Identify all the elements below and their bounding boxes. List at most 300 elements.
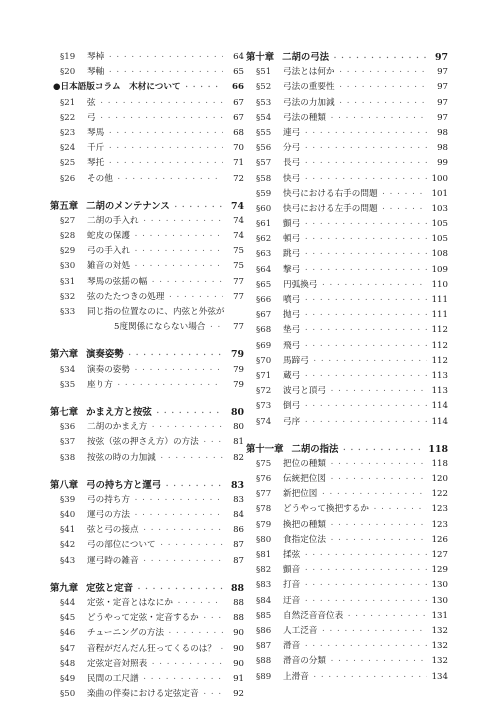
section-entry[interactable] <box>246 487 448 502</box>
page-number: 66 <box>232 82 244 93</box>
section-entry[interactable] <box>246 369 448 384</box>
section-number: §74 <box>256 416 272 427</box>
section-number: §35 <box>60 379 76 390</box>
section-number: §48 <box>60 658 76 669</box>
dot-leader <box>320 278 427 293</box>
section-entry[interactable] <box>246 172 448 187</box>
section-number: §26 <box>60 173 76 184</box>
section-title: 琴軸 <box>87 67 105 78</box>
dot-leader <box>312 354 427 369</box>
page-number: 118 <box>431 458 448 469</box>
section-number: §25 <box>60 158 76 169</box>
dot-leader <box>159 451 223 466</box>
dot-leader <box>202 611 223 626</box>
dot-leader <box>329 533 427 548</box>
page-number: 97 <box>437 112 448 123</box>
section-entry[interactable] <box>246 384 448 399</box>
section-title: どうやって換把するか <box>283 504 369 515</box>
page-number: 134 <box>431 671 448 682</box>
section-entry[interactable] <box>246 293 448 308</box>
section-entry[interactable] <box>246 232 448 247</box>
page-number: 131 <box>431 610 448 621</box>
section-title: 滑音の分類 <box>283 656 326 667</box>
page-number: 103 <box>431 203 448 214</box>
chapter-entry[interactable] <box>50 347 244 362</box>
page-number: 97 <box>437 67 448 78</box>
column-entry[interactable] <box>50 80 244 95</box>
toc-left-column <box>50 50 244 702</box>
page-number: 84 <box>233 510 244 521</box>
chapter-title: 二胡の弓法 <box>282 52 330 63</box>
section-entry[interactable] <box>50 596 244 611</box>
section-number: §61 <box>256 219 272 230</box>
page-number: 113 <box>431 386 448 397</box>
dot-leader <box>136 582 223 597</box>
page-number: 132 <box>431 656 448 667</box>
section-title: 顫弓 <box>283 219 301 230</box>
section-title: 換把の種類 <box>283 519 326 530</box>
section-number: §81 <box>256 550 272 560</box>
section-entry[interactable] <box>246 187 448 202</box>
section-title: 弓 <box>87 112 96 123</box>
section-number: §68 <box>256 325 272 336</box>
section-title: 弓法とは何か <box>283 67 335 78</box>
dot-leader <box>107 141 223 156</box>
section-number: §43 <box>60 555 76 566</box>
section-entry[interactable] <box>246 518 448 533</box>
dot-leader <box>303 156 427 171</box>
section-number: §31 <box>60 276 76 287</box>
dot-leader <box>338 96 427 111</box>
section-number: §70 <box>256 355 272 366</box>
section-number: §79 <box>256 519 272 530</box>
section-title: 快弓における右手の問題 <box>283 188 378 199</box>
section-number: §46 <box>60 628 76 639</box>
section-title: 自然泛音音位表 <box>283 610 344 621</box>
page-number: 132 <box>431 641 448 652</box>
section-number: §63 <box>256 249 272 260</box>
section-entry[interactable] <box>50 687 244 702</box>
section-entry[interactable] <box>246 609 448 624</box>
section-entry[interactable] <box>246 141 448 156</box>
dot-leader <box>133 244 223 259</box>
section-entry[interactable] <box>246 594 448 609</box>
page-number: 112 <box>431 325 448 336</box>
section-entry[interactable] <box>50 141 244 156</box>
section-title: どうやって定弦・定音するか <box>87 613 199 624</box>
page-number: 98 <box>437 143 448 154</box>
section-entry[interactable] <box>246 96 448 111</box>
section-entry[interactable] <box>246 563 448 578</box>
section-title: 人工泛音 <box>283 625 318 636</box>
section-title: 快弓 <box>283 173 301 184</box>
section-title: 噴弓 <box>283 295 301 305</box>
section-number: §51 <box>256 67 272 78</box>
chapter-entry[interactable] <box>50 478 244 493</box>
dot-leader <box>150 275 223 290</box>
section-title: 跳弓 <box>283 249 301 260</box>
section-entry[interactable] <box>50 305 244 320</box>
section-title: 弓法の種類 <box>283 112 326 123</box>
page-number: 79 <box>230 349 244 361</box>
chapter-entry[interactable] <box>246 50 448 65</box>
section-entry[interactable] <box>246 624 448 639</box>
page-number: 90 <box>233 628 244 639</box>
section-entry[interactable] <box>246 278 448 293</box>
page-number: 109 <box>431 264 448 275</box>
dot-leader <box>329 457 427 472</box>
section-title: 伝統把位図 <box>283 474 326 485</box>
page-number: 79 <box>233 379 244 390</box>
section-number: §71 <box>256 370 272 381</box>
section-number: §60 <box>256 203 272 214</box>
section-entry[interactable] <box>50 642 244 657</box>
page-number: 114 <box>431 401 448 412</box>
page-number: 67 <box>233 97 244 108</box>
page-number: 90 <box>233 658 244 669</box>
section-entry[interactable] <box>246 247 448 262</box>
section-title: 二胡の手入れ <box>87 215 139 226</box>
section-entry[interactable] <box>246 502 448 517</box>
page-number: 88 <box>230 582 244 594</box>
section-title: 雑音の対処 <box>87 261 130 272</box>
chapter-entry[interactable] <box>50 199 244 214</box>
page-number: 86 <box>233 525 244 536</box>
dot-leader <box>372 502 427 517</box>
section-title: 同じ指の位置なのに、内弦と外弦が <box>87 307 225 317</box>
page-number: 80 <box>233 422 244 433</box>
page-number: 99 <box>437 158 448 169</box>
section-entry[interactable] <box>246 639 448 654</box>
section-number: §42 <box>60 540 76 551</box>
section-number: §38 <box>60 452 76 463</box>
section-entry[interactable] <box>50 214 244 229</box>
section-title: 5度関係にならない場合 <box>114 322 206 333</box>
section-entry[interactable] <box>246 339 448 354</box>
section-entry[interactable] <box>50 611 244 626</box>
dot-leader <box>329 384 427 399</box>
section-entry[interactable] <box>50 172 244 187</box>
section-title: 音程がだんだん狂ってくるのは？ <box>87 643 216 654</box>
section-entry[interactable] <box>50 435 244 450</box>
page-number: 132 <box>431 625 448 636</box>
dot-leader <box>303 126 427 141</box>
section-title: 弓の部位について <box>87 540 156 551</box>
section-entry[interactable] <box>50 259 244 274</box>
chapter-label: 第五章 <box>50 200 79 212</box>
section-entry[interactable] <box>246 457 448 472</box>
section-title: 倒弓 <box>283 401 301 412</box>
section-title: チューニングの方法 <box>87 628 164 639</box>
section-entry[interactable] <box>50 275 244 290</box>
section-entry[interactable] <box>50 672 244 687</box>
section-entry[interactable] <box>246 399 448 414</box>
section-title: 迂音 <box>283 595 301 606</box>
page-number: 126 <box>431 534 448 545</box>
dot-leader <box>133 363 223 378</box>
section-title: 弦 <box>87 97 96 108</box>
page-number: 74 <box>230 200 244 212</box>
dot-leader <box>127 348 223 363</box>
section-entry[interactable] <box>246 415 448 430</box>
section-number: §75 <box>256 458 272 469</box>
page-number: 97 <box>437 97 448 108</box>
dot-leader <box>303 247 427 262</box>
page-number: 83 <box>230 479 244 491</box>
section-entry[interactable] <box>246 308 448 323</box>
dot-leader <box>341 443 425 458</box>
section-entry[interactable] <box>246 80 448 95</box>
section-number: §21 <box>60 97 76 108</box>
section-title: 琴托 <box>87 158 105 169</box>
section-title: 打音 <box>283 580 301 591</box>
dot-leader <box>142 214 223 229</box>
section-title: 二胡のかまえ方 <box>87 422 148 433</box>
chapter-entry[interactable] <box>50 405 244 420</box>
section-title: 揉弦 <box>283 550 301 560</box>
dot-leader <box>202 435 223 450</box>
section-entry[interactable] <box>246 263 448 278</box>
dot-leader <box>159 538 223 553</box>
section-title: 琴馬の弦揺の幅 <box>87 276 148 287</box>
page-number: 70 <box>233 143 244 154</box>
page-number: 77 <box>233 322 244 333</box>
chapter-entry[interactable] <box>246 442 448 457</box>
page-number: 97 <box>437 82 448 93</box>
section-number: §65 <box>256 279 272 290</box>
section-gap <box>50 466 244 478</box>
dot-leader <box>338 80 427 95</box>
section-title: 楽曲の伴奏における定弦定音 <box>87 689 199 700</box>
section-title: 円弧換弓 <box>283 279 318 290</box>
page-number: 74 <box>233 215 244 226</box>
section-entry[interactable] <box>50 538 244 553</box>
section-title: 分弓 <box>283 143 301 154</box>
page-number: 77 <box>233 276 244 287</box>
section-title: 上滑音 <box>283 671 309 682</box>
section-number: §30 <box>60 261 76 272</box>
dot-leader <box>303 399 427 414</box>
section-title: 蛇皮の保護 <box>87 231 130 242</box>
page-number: 113 <box>431 370 448 381</box>
dot-leader <box>303 578 427 593</box>
section-title: 弓法の力加減 <box>283 97 335 108</box>
section-number: §58 <box>256 173 272 184</box>
chapter-label: 第八章 <box>50 479 79 491</box>
section-entry[interactable] <box>50 156 244 171</box>
section-entry[interactable] <box>50 290 244 305</box>
section-entry[interactable] <box>246 548 448 563</box>
section-entry[interactable] <box>50 508 244 523</box>
section-gap <box>246 430 448 442</box>
chapter-title: かまえ方と按弦 <box>86 406 152 418</box>
dot-leader <box>142 554 223 569</box>
page-number: 129 <box>431 565 448 576</box>
page-number: 118 <box>428 443 448 455</box>
dot-leader <box>303 293 427 308</box>
dot-leader <box>303 548 427 563</box>
section-number: §62 <box>256 234 272 245</box>
section-number: §80 <box>256 534 272 545</box>
section-number: §22 <box>60 112 76 123</box>
page-number: 75 <box>233 246 244 257</box>
page-number: 123 <box>431 519 448 530</box>
chapter-label: 第十一章 <box>246 443 284 455</box>
section-title: 滑音 <box>283 641 301 652</box>
dot-leader <box>116 172 223 187</box>
dot-leader <box>184 80 223 95</box>
dot-leader <box>329 518 427 533</box>
section-entry[interactable] <box>246 472 448 487</box>
dot-leader <box>332 51 427 66</box>
section-title: 飛弓 <box>283 340 301 351</box>
section-entry[interactable] <box>246 578 448 593</box>
section-entry[interactable] <box>50 523 244 538</box>
section-number: §76 <box>256 474 272 485</box>
chapter-entry[interactable] <box>50 581 244 596</box>
section-number: §23 <box>60 127 76 138</box>
section-entry[interactable] <box>50 657 244 672</box>
section-entry[interactable] <box>50 493 244 508</box>
section-entry[interactable] <box>246 65 448 80</box>
chapter-title: 演奏姿勢 <box>86 349 124 361</box>
page-number: 111 <box>431 310 448 321</box>
dot-leader <box>320 624 427 639</box>
section-entry[interactable] <box>246 111 448 126</box>
section-number: §37 <box>60 437 76 448</box>
page-number: 92 <box>233 689 244 700</box>
page-number: 75 <box>233 261 244 272</box>
page-number: 105 <box>431 219 448 230</box>
section-title: 弦と弓の接点 <box>87 525 139 536</box>
section-title: 垫弓 <box>283 325 301 336</box>
section-number: §32 <box>60 291 76 302</box>
section-number: §28 <box>60 231 76 242</box>
dot-leader <box>303 263 427 278</box>
section-title: 新把位図 <box>283 489 318 500</box>
section-title: 弓法の重要性 <box>283 82 335 93</box>
dot-leader <box>219 642 223 657</box>
dot-leader <box>303 563 427 578</box>
section-title: 定弦定音対照表 <box>87 658 148 669</box>
page-number: 98 <box>437 127 448 138</box>
page-number: 83 <box>233 494 244 505</box>
section-number: §47 <box>60 643 76 654</box>
dot-leader <box>320 487 427 502</box>
chapter-label: 第七章 <box>50 406 79 418</box>
chapter-title: 定弦と定音 <box>86 582 134 594</box>
dot-leader <box>346 609 427 624</box>
dot-leader <box>133 493 223 508</box>
section-number: §67 <box>256 310 272 321</box>
dot-leader <box>303 369 427 384</box>
section-entry[interactable] <box>246 202 448 217</box>
dot-leader <box>150 420 223 435</box>
page-number: 71 <box>233 158 244 169</box>
column-title: ●日本語版コラム 木材について <box>53 82 181 93</box>
page-number: 82 <box>233 452 244 463</box>
dot-leader <box>167 626 223 641</box>
section-number: §84 <box>256 595 272 606</box>
section-entry[interactable] <box>50 229 244 244</box>
page-number: 111 <box>431 295 448 305</box>
section-number: §86 <box>256 625 272 636</box>
section-entry[interactable] <box>50 111 244 126</box>
section-entry[interactable] <box>246 354 448 369</box>
section-number: §59 <box>256 188 272 199</box>
section-entry[interactable] <box>50 363 244 378</box>
section-entry[interactable] <box>50 420 244 435</box>
section-entry[interactable] <box>246 533 448 548</box>
page-number: 88 <box>233 598 244 608</box>
dot-leader <box>150 657 223 672</box>
section-entry[interactable] <box>50 451 244 466</box>
section-entry[interactable] <box>50 626 244 641</box>
section-title-continuation <box>50 320 244 335</box>
section-title: 食指定位法 <box>283 534 326 545</box>
dot-leader <box>99 111 223 126</box>
section-entry[interactable] <box>50 96 244 111</box>
dot-leader <box>329 111 427 126</box>
section-title: 弦のたたつきの処理 <box>87 291 165 302</box>
section-entry[interactable] <box>246 126 448 141</box>
section-entry[interactable] <box>246 156 448 171</box>
section-number: §20 <box>60 67 76 78</box>
section-number: §50 <box>60 689 76 700</box>
dot-leader <box>167 290 223 305</box>
section-number: §34 <box>60 364 76 375</box>
dot-leader <box>329 472 427 487</box>
section-title: 弓の手入れ <box>87 246 130 257</box>
chapter-label: 第十章 <box>246 52 275 63</box>
section-number: §45 <box>60 613 76 624</box>
section-entry[interactable] <box>246 323 448 338</box>
chapter-title: 弓の持ち方と運弓 <box>86 479 162 491</box>
dot-leader <box>338 65 427 80</box>
section-entry[interactable] <box>50 554 244 569</box>
page-number: 110 <box>431 279 448 290</box>
section-number: §41 <box>60 525 76 536</box>
section-entry[interactable] <box>50 50 244 65</box>
dot-leader <box>176 596 223 611</box>
section-title: 把位の種類 <box>283 458 326 469</box>
section-number: §49 <box>60 673 76 684</box>
section-title: 民間の工尺譜 <box>87 673 139 684</box>
section-entry[interactable] <box>50 378 244 393</box>
section-entry[interactable] <box>246 217 448 232</box>
section-title: 頓弓 <box>283 234 301 245</box>
page-number: 65 <box>233 67 244 78</box>
section-title: 連弓 <box>283 127 301 138</box>
section-title: 琴棹 <box>87 52 105 62</box>
section-entry[interactable] <box>246 670 448 685</box>
dot-leader <box>329 654 427 669</box>
section-gap <box>50 187 244 199</box>
section-number: §40 <box>60 510 76 521</box>
page-number: 87 <box>233 540 244 551</box>
section-entry[interactable] <box>246 654 448 669</box>
section-entry[interactable] <box>50 126 244 141</box>
dot-leader <box>107 50 223 65</box>
section-title: 運弓時の雑音 <box>87 555 139 566</box>
section-number: §39 <box>60 494 76 505</box>
section-entry[interactable] <box>50 244 244 259</box>
section-entry[interactable] <box>50 65 244 80</box>
section-number: §73 <box>256 401 272 412</box>
dot-leader <box>303 639 427 654</box>
section-number: §44 <box>60 598 76 608</box>
section-title: 演奏の姿勢 <box>87 364 130 375</box>
